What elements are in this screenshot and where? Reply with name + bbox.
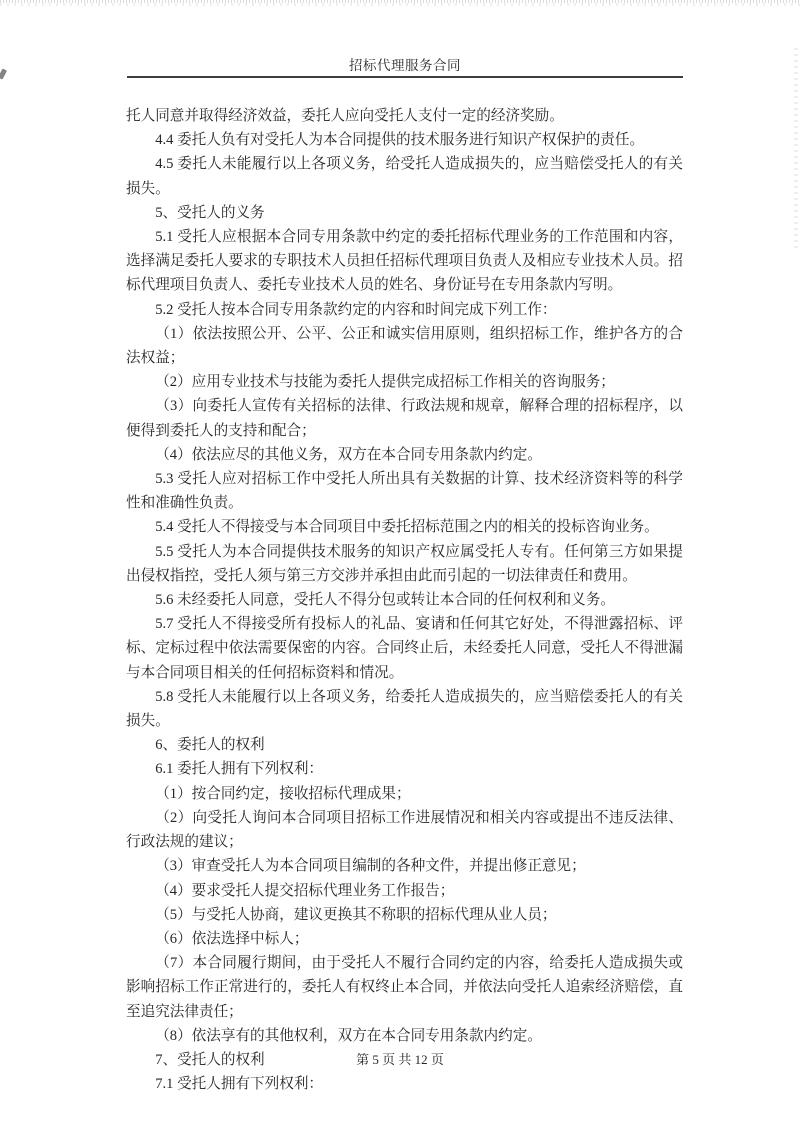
scan-noise-top <box>0 0 800 6</box>
scan-speck <box>0 68 7 79</box>
header-divider <box>127 76 683 78</box>
paragraph: （3）审查受托人为本合同项目编制的各种文件，并提出修正意见； <box>155 858 586 875</box>
paragraph: （5）与受托人协商，建议更换其不称职的招标代理从业人员； <box>155 906 557 923</box>
paragraph: 7、受托人的权利 <box>155 1051 265 1068</box>
scan-noise-right <box>794 48 798 248</box>
paragraph: 7.1 受托人拥有下列权利： <box>155 1076 324 1093</box>
paragraph: （1）按合同约定，接收招标代理成果； <box>155 785 411 802</box>
paragraph: 4.4 委托人负有对受托人为本合同提供的技术服务进行知识产权保护的责任。 <box>155 132 645 149</box>
document-title: 招标代理服务合同 <box>349 58 461 73</box>
paragraph: 6、委托人的权利 <box>155 737 265 754</box>
document-body <box>126 104 683 1096</box>
paragraph: 5.8 受托人未能履行以上各项义务，给委托人造成损失的，应当赔偿委托人的有关损失。 <box>126 688 683 730</box>
paragraph: 5.4 受托人不得接受与本合同项目中委托招标范围之内的相关的投标咨询业务。 <box>155 519 659 536</box>
paragraph: 5.6 未经委托人同意，受托人不得分包或转让本合同的任何权利和义务。 <box>155 592 615 609</box>
paragraph: （8）依法享有的其他权利，双方在本合同专用条款内约定。 <box>155 1027 542 1044</box>
paragraph: 5.3 受托人应对招标工作中受托人所出具有关数据的计算、技术经济资料等的科学性和准确性负责。 <box>126 471 683 512</box>
paragraph: （6）依法选择中标人； <box>155 930 309 947</box>
paragraph: （4）要求受托人提交招标代理业务工作报告； <box>155 882 455 899</box>
paragraph: 5.2 受托人按本合同专用条款约定的内容和时间完成下列工作： <box>155 301 557 318</box>
paragraph: 6.1 委托人拥有下列权利： <box>155 761 324 778</box>
paragraph: （3）向委托人宣传有关招标的法律、行政法规和规章，解释合理的招标程序，以便得到委托人的支持和配合； <box>126 398 683 439</box>
paragraph: 5.7 受托人不得接受所有投标人的礼品、宴请和任何其它好处，不得泄露招标、评标、定标过程中依法需要保密的内容。合同终止后，未经委托人同意，受托人不得泄漏与本合同项目相关的任何招标资料和情况。 <box>126 616 683 681</box>
paragraph: 5、受托人的义务 <box>155 204 265 221</box>
paragraph: （4）依法应尽的其他义务，双方在本合同专用条款内约定。 <box>155 446 542 463</box>
paragraph: 4.5 委托人未能履行以上各项义务，给受托人造成损失的，应当赔偿受托人的有关损失。 <box>126 156 683 197</box>
page-footer <box>0 1049 800 1068</box>
paragraph: 5.5 受托人为本合同提供技术服务的知识产权应属受托人专有。任何第三方如果提出侵权指控，受托人须与第三方交涉并承担由此而引起的一切法律责任和费用。 <box>126 543 683 584</box>
paragraph: 5.1 受托人应根据本合同专用条款中约定的委托招标代理业务的工作范围和内容，选择满足委托人要求的专职技术人员担任招标代理项目负责人及相应专业技术人员。招标代理项目负责人、委托专业技术人员的姓名、身份证号在专用条款内写明。 <box>126 229 683 294</box>
paragraph: （2）应用专业技术与技能为委托人提供完成招标工作相关的咨询服务； <box>155 374 615 391</box>
paragraph: （7）本合同履行期间，由于受托人不履行合同约定的内容，给委托人造成损失或影响招标工作正常进行的，委托人有权终止本合同，并依法向受托人追索经济赔偿，直至追究法律责任； <box>126 955 683 1020</box>
paragraph: （1）依法按照公开、公平、公正和诚实信用原则，组织招标工作，维护各方的合法权益； <box>126 325 683 367</box>
paragraph: 托人同意并取得经济效益，委托人应向受托人支付一定的经济奖励。 <box>126 108 564 124</box>
paragraph: （2）向受托人询问本合同项目招标工作进展情况和相关内容或提出不违反法律、行政法规的建议； <box>126 809 683 851</box>
page-number: 第 5 页 共 12 页 <box>356 1052 444 1067</box>
